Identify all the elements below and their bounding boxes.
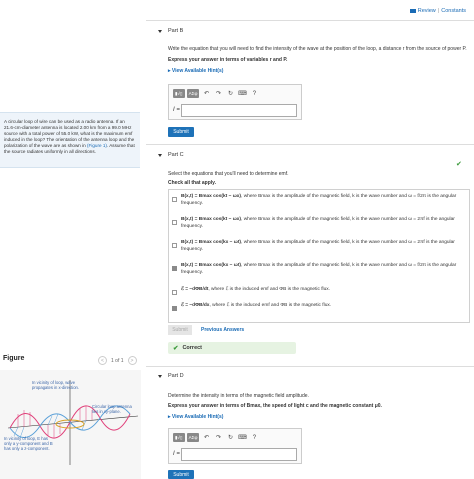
link-separator: | xyxy=(437,8,440,14)
part-d-header[interactable] xyxy=(158,373,184,379)
figure-link[interactable]: (Figure 1) xyxy=(87,143,107,149)
annotation-field-2: only a y-component and B xyxy=(4,441,53,446)
constants-link[interactable]: Constants xyxy=(441,8,466,14)
symbols-button[interactable]: ΑΣφ xyxy=(188,435,198,440)
checkbox-checked[interactable] xyxy=(172,266,177,271)
checkbox[interactable] xyxy=(172,220,177,225)
answer-label: I = xyxy=(173,107,180,113)
option-equation: ℰ = −dΦB/dx xyxy=(181,303,210,308)
keyboard-icon[interactable]: ⌨ xyxy=(238,91,247,97)
reset-icon[interactable]: ↻ xyxy=(227,91,233,97)
divider xyxy=(146,144,474,145)
checkbox-checked[interactable] xyxy=(172,306,177,311)
answer-label: I = xyxy=(173,451,180,457)
part-c-header[interactable] xyxy=(158,152,184,158)
part-b-instruction: Express your answer in terms of variables r and P. xyxy=(168,57,288,63)
help-icon[interactable]: ? xyxy=(252,434,257,441)
next-figure-button[interactable]: > xyxy=(128,356,137,365)
part-b-header[interactable] xyxy=(158,28,183,34)
annotation-field: In vicinity of loop, E has xyxy=(4,436,48,441)
checkbox[interactable] xyxy=(172,243,177,248)
option-equation: B(x,t) = Bmax cos(kx − ωt) xyxy=(181,240,242,245)
symbols-button[interactable]: ΑΣφ xyxy=(188,91,198,96)
help-icon[interactable]: ? xyxy=(252,90,257,97)
figure-pager xyxy=(98,356,137,365)
annotation-loop: Circular loop antenna xyxy=(92,404,132,409)
reset-icon[interactable]: ↻ xyxy=(227,435,233,441)
divider xyxy=(146,366,474,367)
part-b-submit-button[interactable]: Submit xyxy=(168,127,194,137)
figure-heading: Figure xyxy=(3,355,25,362)
review-link[interactable]: Review xyxy=(417,8,436,14)
part-d-hint-link[interactable]: ▸ View Available Hint(s) xyxy=(168,414,223,420)
prev-figure-button[interactable]: < xyxy=(98,356,107,365)
option-equation: ℰ = −dΦB/dt xyxy=(181,287,209,292)
checkbox[interactable] xyxy=(172,290,177,295)
part-d-submit-button[interactable]: Submit xyxy=(168,470,194,479)
wave-diagram xyxy=(0,370,141,479)
part-d-answer-box xyxy=(168,428,302,464)
part-d-title: Part D xyxy=(168,373,184,379)
part-c-question: Select the equations that you'll need to determine emf. xyxy=(168,171,289,177)
checkmark-icon: ✔ xyxy=(456,161,462,168)
correct-banner xyxy=(168,342,296,354)
part-b-title: Part B xyxy=(168,28,184,34)
annotation-propagation: In vicinity of loop, wave xyxy=(32,380,76,385)
option-description: , where Bmax is the amplitude of the magnetic field, k is the wave number and ω = 2πf is the angular frequency. xyxy=(181,240,455,252)
review-icon xyxy=(410,9,416,13)
part-c-submit-button[interactable]: Submit xyxy=(168,325,192,335)
option-description: , where Bmax is the amplitude of the magnetic field, k is the wave number and ω = f/2π is the angular frequency. xyxy=(181,263,457,275)
part-c-title: Part C xyxy=(168,152,184,158)
option-description: , where ℰ is the induced emf and ΦB is the magnetic flux. xyxy=(209,303,332,308)
redo-icon[interactable]: ↷ xyxy=(215,435,221,441)
annotation-field-3: has only a z-component. xyxy=(4,446,50,451)
templates-button[interactable]: ▮√▯ xyxy=(173,433,185,442)
part-b-hint-link[interactable]: ▸ View Available Hint(s) xyxy=(168,68,223,74)
part-d-instruction: Express your answer in terms of Bmax, the speed of light c and the magnetic constant μ0. xyxy=(168,403,382,409)
option-description: , where ℰ is the induced emf and ΦB is the magnetic flux. xyxy=(208,287,331,292)
figure-page-count: 1 of 1 xyxy=(111,357,124,364)
problem-statement xyxy=(0,112,140,168)
collapse-caret-icon xyxy=(158,30,162,33)
option-3[interactable] xyxy=(172,240,468,254)
option-equation: B(x,t) = Bmax cos(kt − ωx) xyxy=(181,194,242,199)
option-description: , where Bmax is the amplitude of the magnetic field, k is the wave number and ω = f/2π is the angular frequency. xyxy=(181,194,457,206)
option-2[interactable] xyxy=(172,217,468,231)
figure-image xyxy=(0,370,141,479)
undo-icon[interactable]: ↶ xyxy=(203,435,209,441)
option-4[interactable] xyxy=(172,263,468,277)
problem-text-1: A circular loop of wire can be used as a radio antenna. If an 21.6-cm-diameter antenna is located 2.00 km from a 99.0 MHz source with a total power of 55.0 kW, what is the maximum emf induced in the loop? The orientation of the antenna loop and the polarization of the wave are as shown in xyxy=(4,119,135,149)
problem-text-2: . Assume that the source radiates uniformly in all directions. xyxy=(4,143,135,155)
part-b-answer-input[interactable] xyxy=(181,104,297,117)
part-c-instruction: Check all that apply. xyxy=(168,180,216,186)
part-b-answer-box xyxy=(168,84,302,120)
redo-icon[interactable]: ↷ xyxy=(215,91,221,97)
check-icon: ✔ xyxy=(173,345,179,352)
divider xyxy=(146,20,474,21)
option-5[interactable] xyxy=(172,287,468,295)
option-equation: B(x,t) = Bmax cos(kt − ωx) xyxy=(181,217,242,222)
annotation-loop-2: lies in xy-plane. xyxy=(92,409,121,414)
part-b-question: Write the equation that you will need to find the intensity of the wave at the position of the loop, a distance r from the source of power P. xyxy=(168,46,467,52)
option-1[interactable] xyxy=(172,194,468,208)
option-6[interactable] xyxy=(172,303,468,311)
part-d-question: Determine the intensity in terms of the magnetic field amplitude. xyxy=(168,393,309,399)
templates-button[interactable]: ▮√▯ xyxy=(173,89,185,98)
checkbox[interactable] xyxy=(172,197,177,202)
collapse-caret-icon xyxy=(158,375,162,378)
previous-answers-link[interactable]: Previous Answers xyxy=(201,327,245,333)
undo-icon[interactable]: ↶ xyxy=(203,91,209,97)
keyboard-icon[interactable]: ⌨ xyxy=(238,435,247,441)
math-toolbar xyxy=(173,433,259,442)
part-d-answer-input[interactable] xyxy=(181,448,297,461)
annotation-propagation-2: propagates in x-direction. xyxy=(32,385,80,390)
math-toolbar xyxy=(173,89,259,98)
option-description: , where Bmax is the amplitude of the magnetic field, k is the wave number and ω = 2πf is the angular frequency. xyxy=(181,217,455,229)
status-text: Correct xyxy=(182,345,203,351)
collapse-caret-icon xyxy=(158,154,162,157)
top-links xyxy=(410,8,466,14)
option-equation: B(x,t) = Bmax cos(kx − ωt) xyxy=(181,263,242,268)
